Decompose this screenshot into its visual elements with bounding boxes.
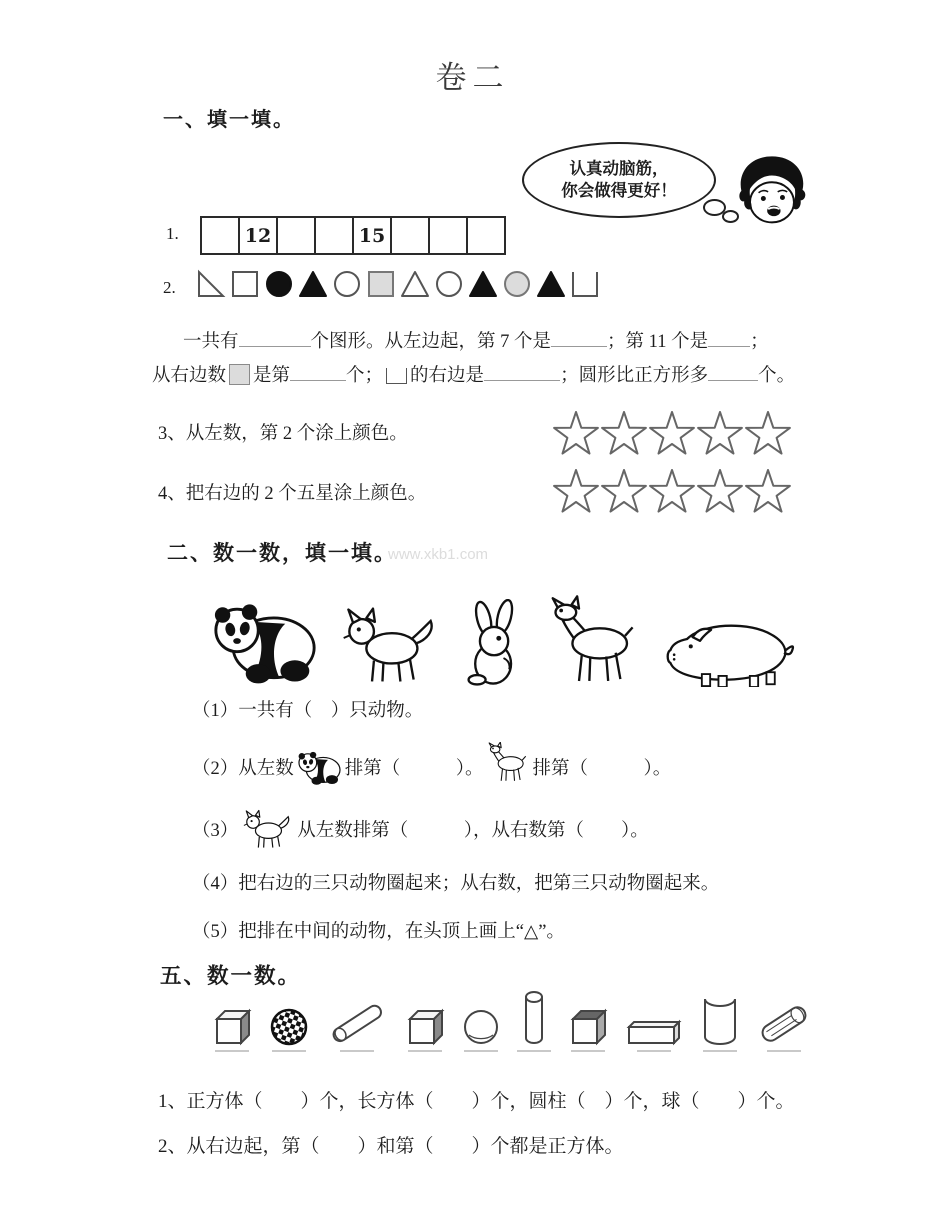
answer-blank (551, 331, 607, 347)
shadow-line (767, 1050, 801, 1052)
encouragement-speech-bubble (522, 142, 716, 218)
deer-inline-image (487, 742, 530, 783)
star-icon (744, 410, 792, 456)
panda-image (212, 597, 318, 687)
watermark-text: www.xkb1.com (388, 546, 489, 563)
cylinder-thin-solid (517, 988, 551, 1052)
s2-item2 (192, 740, 671, 794)
star-icon (696, 468, 744, 514)
white-right-triangle-shape (196, 269, 226, 299)
q3-stars-row (552, 410, 792, 456)
ball-solid (462, 1006, 500, 1052)
star-icon (648, 410, 696, 456)
sequence-cell (466, 216, 506, 255)
white-triangle-shape (400, 269, 430, 299)
q4-stars-row (552, 468, 792, 514)
q1-label: 1. (166, 224, 179, 243)
child-face-illustration (728, 152, 814, 244)
star-icon (552, 410, 600, 456)
answer-blank (290, 365, 346, 381)
item2-text: 排第（ ）。 (532, 759, 672, 779)
s2-item4: （4）把右边的三只动物圈起来；从右数，把第三只动物圈起来。 (192, 874, 720, 894)
q4-instruction: 4、把右边的 2 个五星涂上颜色。 (158, 484, 427, 504)
shadow-line (464, 1050, 498, 1052)
line2-text: 的右边是 (410, 366, 485, 386)
star-icon (696, 410, 744, 456)
shadow-line (272, 1050, 306, 1052)
bubble-line1: 认真动脑筋， (569, 158, 669, 178)
sequence-cell: 15 (352, 216, 392, 255)
s2-item3 (192, 804, 649, 854)
panda-inline-image (297, 749, 342, 786)
answer-blank (484, 365, 560, 381)
section2-heading: 二、数一数，填一填。 (167, 541, 397, 565)
shadow-line (340, 1050, 374, 1052)
item2-text: （2）从左数 (192, 759, 294, 779)
dog-image (338, 605, 442, 687)
sequence-cell (428, 216, 468, 255)
line1-text: 一共有 (183, 332, 239, 352)
rod-solid (326, 998, 388, 1052)
star-icon (648, 468, 696, 514)
white-circle-shape (434, 269, 464, 299)
solids-row (212, 986, 811, 1052)
dog-inline-image (241, 809, 294, 850)
item3-text: （3） (192, 821, 239, 841)
capsule-solid (757, 1000, 811, 1052)
gray-square-icon (229, 364, 250, 385)
cube-solid (212, 1006, 252, 1052)
line2-text: 是第 (253, 366, 291, 386)
page-title: 卷二 (435, 60, 510, 95)
white-square-shape (230, 269, 260, 299)
pig-image (662, 615, 798, 687)
number-sequence-strip (200, 216, 506, 255)
star-icon (600, 468, 648, 514)
line1-text: 个图形。从左边起，第 7 个是 (310, 332, 552, 352)
open-square-icon (386, 368, 407, 384)
cube-shaded-solid (568, 1006, 608, 1052)
line1-text: ； (750, 332, 769, 352)
fill-blanks-line1 (183, 327, 769, 353)
s2-item5: （5）把排在中间的动物，在头顶上画上“△”。 (192, 922, 565, 942)
sequence-cell (200, 216, 240, 255)
white-square-open-top-shape (570, 269, 600, 299)
black-triangle-shape (468, 269, 498, 299)
cube-solid (405, 1006, 445, 1052)
line2-text: ；圆形比正方形多 (560, 366, 709, 386)
item2-text: 排第（ ）。 (344, 759, 484, 779)
star-icon (600, 410, 648, 456)
sequence-cell (276, 216, 316, 255)
fill-blanks-line2 (152, 361, 795, 387)
line1-text: ；第 11 个是 (607, 332, 709, 352)
black-triangle-shape (536, 269, 566, 299)
rabbit-image (462, 599, 528, 687)
s2-item1: （1）一共有（ ）只动物。 (192, 701, 424, 721)
ball-checkered-solid (269, 1006, 309, 1052)
item3-text: 从左数排第（ ），从右数第（ ）。 (297, 821, 649, 841)
section5-heading: 五、数一数。 (160, 964, 302, 988)
black-triangle-shape (298, 269, 328, 299)
black-circle-shape (264, 269, 294, 299)
line2-text: 从右边数 (152, 366, 227, 386)
section1-heading: 一、填一填。 (163, 109, 295, 131)
shadow-line (637, 1050, 671, 1052)
shadow-line (408, 1050, 442, 1052)
shadow-line (703, 1050, 737, 1052)
gray-circle-shape (502, 269, 532, 299)
q2-label: 2. (163, 278, 176, 297)
deer-image (548, 595, 642, 687)
star-icon (744, 468, 792, 514)
shapes-row (196, 269, 600, 299)
white-circle-shape (332, 269, 362, 299)
shadow-line (517, 1050, 551, 1052)
sequence-cell: 12 (238, 216, 278, 255)
shadow-line (215, 1050, 249, 1052)
sequence-cell (390, 216, 430, 255)
cylinder-solid (700, 990, 740, 1052)
q3-instruction: 3、从左数，第 2 个涂上颜色。 (158, 424, 408, 444)
star-icon (552, 468, 600, 514)
shadow-line (571, 1050, 605, 1052)
animals-row (212, 583, 812, 687)
s5-question1: 1、正方体（ ）个，长方体（ ）个，圆柱（ ）个，球（ ）个。 (158, 1091, 795, 1112)
sequence-cell (314, 216, 354, 255)
cuboid-long-solid (625, 1014, 683, 1052)
line2-text: 个。 (758, 366, 796, 386)
gray-square-shape (366, 269, 396, 299)
s5-question2: 2、从右边起，第（ ）和第（ ）个都是正方体。 (158, 1136, 624, 1157)
bubble-line2: 你会做得更好！ (561, 181, 677, 200)
line2-text: 个； (346, 366, 384, 386)
answer-blank (239, 331, 311, 347)
answer-blank (708, 365, 758, 381)
answer-blank (708, 331, 750, 347)
